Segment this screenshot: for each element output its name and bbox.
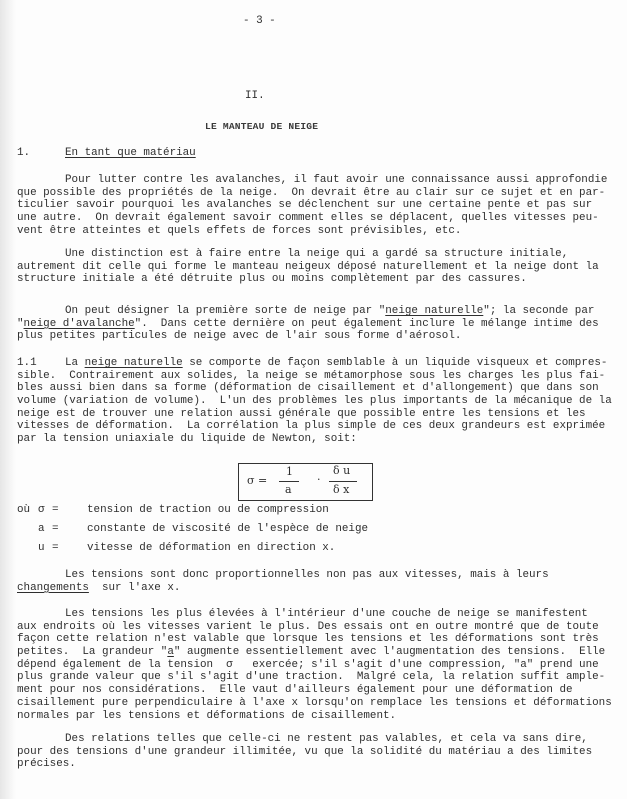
underlined-text: a <box>167 646 174 659</box>
text-segment: autrement dit celle qui forme le manteau neigeux déposé naturellement et la neige dont la <box>17 260 599 273</box>
text-line <box>17 212 607 225</box>
legend-text: tension de traction ou de compression <box>87 504 329 516</box>
text-segment: par la tension uniaxiale du liquide de Newton, soit: <box>17 433 357 446</box>
text-line <box>17 370 612 383</box>
text-segment: normales par les tensions et déformations de cisaillement. <box>17 709 397 722</box>
text-segment: aux endroits où les vitesses varient le plus. Des essais ont en outre montré que de toute <box>17 620 599 633</box>
text-line <box>17 420 612 433</box>
subsection-number: 1.1 <box>17 357 37 369</box>
legend-equals: = <box>52 542 59 554</box>
legend-prefix: où <box>17 504 31 516</box>
text-segment: précises. <box>17 758 76 771</box>
text-segment: neige est de trouver une relation aussi générale que possible entre les tensions et les <box>17 407 586 420</box>
scan-edge-shadow <box>0 0 16 799</box>
paragraph <box>17 733 592 771</box>
fraction-bar <box>329 481 357 482</box>
text-segment: pour des tensions d'une grandeur illimitée, vu que la solidité du matériau a des limites <box>17 745 593 758</box>
text-segment: que possible des propriétés de la neige. On devrait être au clair sur ce sujet et en par- <box>17 186 606 199</box>
text-line <box>17 684 612 697</box>
text-line <box>17 305 599 318</box>
text-line <box>17 261 599 274</box>
underlined-text: neige naturelle <box>385 305 484 317</box>
text-segment: " augmente essentiellement avec l'augmentation des tensions. Elle <box>173 646 606 659</box>
legend-text: vitesse de déformation en direction x. <box>87 542 336 554</box>
chapter-number: II. <box>245 90 265 102</box>
paragraph <box>17 357 612 446</box>
legend-text: constante de viscosité de l'espèce de neige <box>87 523 369 535</box>
text-segment: structure initiale a été détruite plus ou moins complètement par des cassures. <box>17 273 527 286</box>
paragraph <box>17 248 599 286</box>
text-segment: façon cette relation n'est valable que lorsque les tensions et les déformations sont très <box>17 633 599 646</box>
text-line <box>17 582 549 595</box>
formula-denominator-1: a <box>285 483 292 496</box>
text-line <box>17 608 612 621</box>
legend-equals: = <box>52 523 59 535</box>
formula-denominator-2: δ x <box>333 483 350 496</box>
text-line <box>17 408 612 421</box>
text-segment: Pour lutter contre les avalanches, il faut avoir une connaissance aussi approfondie <box>65 174 608 186</box>
chapter-title: LE MANTEAU DE NEIGE <box>205 121 319 132</box>
paragraph <box>17 608 612 722</box>
text-line <box>17 646 612 659</box>
underlined-text: neige naturelle <box>84 357 183 369</box>
paragraph <box>17 569 549 594</box>
paragraph <box>17 174 607 237</box>
text-line <box>17 357 612 370</box>
text-line <box>17 318 599 331</box>
underlined-text: neige d'avalanche <box>23 317 135 330</box>
text-line <box>17 746 592 759</box>
text-segment: " <box>17 317 24 330</box>
text-segment: dépend également de la tension σ exercée; s'il s'agit d'une compression, "a" prend une <box>17 658 599 671</box>
text-line <box>17 733 592 746</box>
text-segment: se comporte de façon semblable à un liquide visqueux et compres- <box>182 357 608 369</box>
text-segment: cisaillement pure perpendiculaire à l'axe x lorsqu'on remplace les tensions et déformations <box>17 696 612 709</box>
text-line <box>17 199 607 212</box>
text-segment: plus petites particules de neige avec de l'air sous forme d'aérosol. <box>17 330 462 343</box>
text-segment: ment pour nos considérations. Elle vaut d'ailleurs également pour une déformation de <box>17 684 573 697</box>
text-line <box>17 273 599 286</box>
paragraph <box>17 305 599 343</box>
text-segment: bles aussi bien dans sa forme (déformation de cisaillement et d'allongement) que dans son <box>17 382 599 395</box>
text-line <box>17 382 612 395</box>
text-line <box>17 330 599 343</box>
text-line <box>17 174 607 187</box>
legend-symbol: σ <box>38 504 45 516</box>
text-segment: Les tensions sont donc proportionnelles non pas aux vitesses, mais à leurs <box>65 569 549 581</box>
legend-equals: = <box>52 504 59 516</box>
page-number: - 3 - <box>243 15 276 27</box>
section-number: 1. <box>17 147 31 159</box>
formula-numerator-1: 1 <box>286 465 293 478</box>
text-line <box>17 697 612 710</box>
text-segment: petites. La grandeur " <box>17 646 168 659</box>
text-segment: plus grande valeur que s'il s'agit d'une traction. Malgré cela, la relation suffit ample- <box>17 671 606 684</box>
text-line <box>17 433 612 446</box>
text-segment: Des relations telles que celle-ci ne restent pas valables, et cela va sans dire, <box>65 733 588 745</box>
text-segment: On peut désigner la première sorte de neige par " <box>65 305 386 317</box>
text-line <box>17 671 612 684</box>
text-line <box>17 633 612 646</box>
fraction-bar <box>279 481 299 482</box>
text-line <box>17 758 592 771</box>
text-segment: volume (variation de volume). L'un des problèmes les plus importants de la mécanique de la <box>17 395 612 408</box>
formula-box <box>238 463 373 501</box>
text-line <box>17 621 612 634</box>
text-line <box>17 248 599 261</box>
text-segment: une autre. On devrait également savoir comment elles se déplacent, quelles vitesses peu- <box>17 212 599 225</box>
legend-symbol: a <box>38 523 45 535</box>
text-line <box>17 187 607 200</box>
formula-dot: · <box>317 473 321 486</box>
section-title: En tant que matériau <box>65 147 196 159</box>
formula-numerator-2: δ u <box>333 464 351 477</box>
text-line <box>17 569 549 582</box>
text-segment: La <box>65 357 85 369</box>
text-segment: sible. Contrairement aux solides, la neige se métamorphose sous les charges les plus fai- <box>17 369 606 382</box>
underlined-text: changements <box>17 581 89 594</box>
text-segment: vent être atteintes et quels effets de forces sont prévisibles, etc. <box>17 224 462 237</box>
text-line <box>17 659 612 672</box>
text-segment: "; la seconde par <box>483 305 595 317</box>
text-segment: ticulier savoir pourquoi les avalanches se déclenchent sur une certaine pente et pas sur <box>17 199 593 212</box>
text-line <box>17 710 612 723</box>
formula-lhs: σ = <box>247 474 268 487</box>
text-segment: vitesses de déformation. La corrélation la plus simple de ces deux grandeurs est exprimée <box>17 420 606 433</box>
legend-symbol: u <box>38 542 45 554</box>
text-segment: sur l'axe x. <box>88 581 181 594</box>
text-segment: Une distinction est à faire entre la neige qui a gardé sa structure initiale, <box>65 248 569 260</box>
text-segment: Les tensions les plus élevées à l'intérieur d'une couche de neige se manifestent <box>65 608 588 620</box>
text-segment: ". Dans cette dernière on peut également inclure le mélange intime des <box>134 317 599 330</box>
text-line <box>17 225 607 238</box>
text-line <box>17 395 612 408</box>
